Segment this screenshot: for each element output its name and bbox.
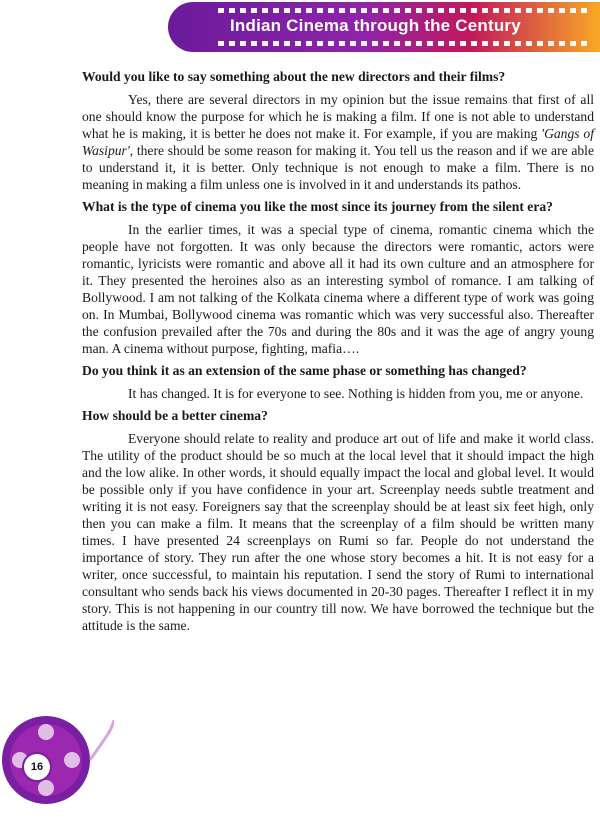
question-heading: How should be a better cinema? xyxy=(82,408,268,423)
answer-text: , there should be some reason for making it. You tell us the reason and if we are able to understand it, it is better. Only technique is not enough to make a film. There is no meaning in making a film unless one is involved in it and understands its pathos. xyxy=(82,143,594,192)
answer-paragraph xyxy=(82,91,594,193)
header-banner xyxy=(168,2,600,52)
film-strip-icon xyxy=(218,41,588,46)
question-heading: Would you like to say something about the new directors and their films? xyxy=(82,69,506,84)
answer-text: Yes, there are several directors in my opinion but the issue remains that first of all one should know the purpose for which he is making a film. If one is not able to understand what he is making, it is better he does not make it. For example, if you are making xyxy=(82,92,594,141)
question-heading: Do you think it as an extension of the same phase or something has changed? xyxy=(82,363,527,378)
interview-content xyxy=(82,68,594,639)
answer-paragraph: In the earlier times, it was a special type of cinema, romantic cinema which the people have not forgotten. It was only because the directors were romantic, actors were romantic, lyricists were romantic and above all it had its own culture and an atmosphere for it. They presented the heroines also as an interesting symbol of romance. I am talking of Bollywood. I am not talking of the Kolkata cinema where a different type of work was going on. In Mumbai, Bollywood cinema was romantic which was very successful also. Thereafter the confusion prevailed after the 70s and during the 80s and it was the age of angry young man. A cinema without purpose, fighting, mafia…. xyxy=(82,222,594,356)
film-title-italic: 'Gangs of Wasipur' xyxy=(82,126,594,158)
film-strip-icon xyxy=(218,8,588,13)
film-reel-icon xyxy=(0,700,114,820)
question-heading: What is the type of cinema you like the most since its journey from the silent era? xyxy=(82,199,553,214)
answer-paragraph: It has changed. It is for everyone to see. Nothing is hidden from you, me or anyone. xyxy=(128,386,584,401)
page-header-title: Indian Cinema through the Century xyxy=(230,16,521,35)
answer-paragraph: Everyone should relate to reality and produce art out of life and make it world class. The utility of the product should be so much at the local level that it should impact the high and the low alike. In other words, it should equally impact the local and global level. It would be possible only if you have confidence in your art. Screenplay needs subtle treatment and writing it is not easy. Foreigners say that the screenplay should be at least six feet high, only then you can make a film. It means that the screenplay of a film should be written many times. I have presented 24 screenplays on Rumi so far. People do not understand the importance of story. They run after the one whose story becomes a hit. It is not easy for a writer, once successful, to maintain his reputation. I send the story of Rumi to international consultant who sends back his views documented in 20-30 pages. Thereafter I reflect it in my story. This is not happening in our country till now. We have borrowed the technique but the attitude is the same. xyxy=(82,431,594,633)
page-number: 16 xyxy=(22,752,52,782)
